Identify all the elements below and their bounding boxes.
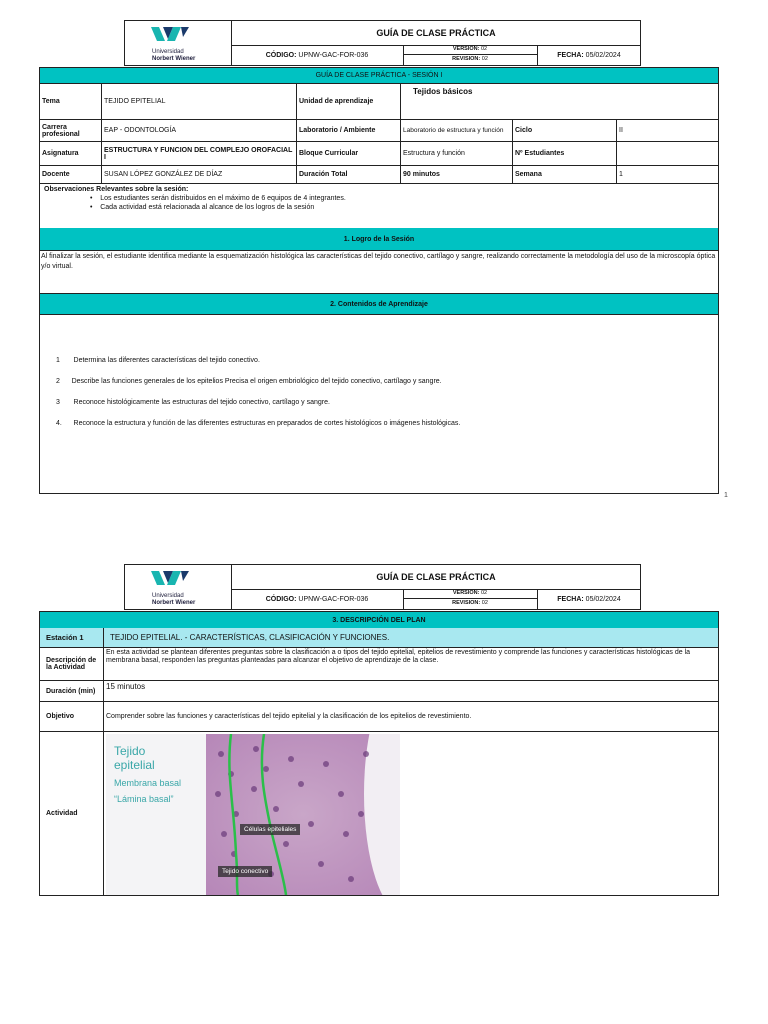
version-cell — [403, 589, 538, 609]
ciclo-label: Ciclo — [513, 120, 617, 142]
codigo-label: CÓDIGO: — [265, 595, 297, 603]
carrera-value: EAP - ODONTOLOGÍA — [102, 120, 297, 142]
university-line2: Norbert Wiener — [152, 55, 196, 62]
contenido-num: 3 — [56, 399, 60, 406]
contenido-text: Reconoce la estructura y función de las diferentes estructuras en preparados de cortes histológicos o imágenes histológicas. — [73, 420, 461, 427]
observaciones-item-2: Cada actividad está relacionada al alcance de los logros de la sesión — [100, 204, 315, 211]
estacion-value: TEJIDO EPITELIAL. - CARACTERÍSTICAS, CLASIFICACIÓN Y FUNCIONES. — [104, 628, 718, 648]
contenido-text: Describe las funciones generales de los epitelios Precisa el origen embriológico del tejido conectivo, cartílago y sangre. — [71, 378, 442, 385]
codigo-cell — [231, 589, 404, 609]
fecha-label: FECHA: — [557, 51, 584, 59]
version-value: 02 — [481, 46, 488, 52]
section-title: GUÍA DE CLASE PRÁCTICA - SESIÓN I — [315, 72, 443, 79]
revision-label: REVISION: — [452, 600, 481, 606]
contenido-item-1 — [56, 357, 260, 364]
codigo-value: UPNW-GAC-FOR-036 — [298, 51, 369, 59]
fecha-value: 05/02/2024 — [585, 51, 621, 59]
revision-value: 02 — [481, 56, 488, 62]
objetivo-label: Objetivo — [40, 702, 104, 732]
observaciones-item: • Cada actividad está relacionada al alcance de los logros de la sesión — [90, 204, 315, 211]
image-title-line1: Tejido — [114, 744, 146, 758]
descripcion-label: Descripción de la Actividad — [40, 648, 104, 681]
contenido-num: 4. — [56, 420, 62, 427]
codigo-label: CÓDIGO: — [265, 51, 297, 59]
unidad-value: Tejidos básicos — [401, 83, 718, 120]
version-cell — [403, 45, 538, 65]
observaciones-item-1: Los estudiantes serán distribuidos en el máximo de 6 equipos de 4 integrantes. — [100, 195, 346, 202]
header-box — [124, 20, 641, 66]
contenido-item-2 — [56, 378, 442, 385]
contenido-num: 2 — [56, 378, 60, 385]
observaciones-block — [40, 184, 718, 229]
page-number: 1 — [724, 492, 728, 499]
university-line1: Universidad — [152, 593, 184, 599]
actividad-label: Actividad — [40, 732, 104, 895]
revision-value: 02 — [481, 600, 488, 606]
logro-title: 1. Logro de la Sesión — [343, 235, 415, 243]
doc-title: GUÍA DE CLASE PRÁCTICA — [231, 565, 641, 590]
unidad-label: Unidad de aprendizaje — [297, 83, 401, 120]
logo — [125, 565, 232, 609]
logro-title-bar — [40, 228, 718, 251]
docente-label: Docente — [40, 166, 102, 184]
contenidos-title-bar — [40, 293, 718, 315]
contenido-text: Determina las diferentes características del tejido conectivo. — [73, 357, 260, 364]
version-label: VERSION: — [452, 590, 480, 596]
observaciones-item: • Los estudiantes serán distribuidos en el máximo de 6 equipos de 4 integrantes. — [90, 195, 346, 202]
contenido-text: Reconoce histológicamente las estructuras del tejido conectivo, cartílago y sangre. — [73, 399, 330, 406]
image-label-cells: Células epiteliales — [240, 824, 300, 835]
lab-value: Laboratorio de estructura y función — [401, 120, 513, 142]
doc-title: GUÍA DE CLASE PRÁCTICA — [231, 21, 641, 46]
fecha-value: 05/02/2024 — [585, 595, 621, 603]
ciclo-value: II — [617, 120, 718, 142]
codigo-cell — [231, 45, 404, 65]
fecha-cell — [537, 589, 641, 609]
duracion-value: 90 minutos — [401, 166, 513, 184]
asignatura-value: ESTRUCTURA Y FUNCION DEL COMPLEJO OROFACIAL I — [102, 142, 297, 166]
university-name — [152, 49, 195, 62]
contenido-item-4 — [56, 420, 460, 427]
plan-title: 3. DESCRIPCIÓN DEL PLAN — [332, 616, 426, 624]
tema-value: TEJIDO EPITELIAL — [102, 83, 297, 120]
semana-value: 1 — [617, 166, 718, 184]
contenido-item-3 — [56, 399, 330, 406]
duracion-min-label: Duración (min) — [40, 681, 104, 702]
estacion-label: Estación 1 — [40, 628, 104, 648]
section-title-bar — [40, 68, 718, 84]
contenido-num: 1 — [56, 357, 60, 364]
asignatura-label: Asignatura — [40, 142, 102, 166]
lab-label: Laboratorio / Ambiente — [297, 120, 401, 142]
university-logo-icon — [151, 25, 191, 43]
estudiantes-value — [617, 142, 718, 166]
image-sub2: “Lámina basal” — [114, 794, 174, 804]
codigo-value: UPNW-GAC-FOR-036 — [298, 595, 369, 603]
semana-label: Semana — [513, 166, 617, 184]
logo — [125, 21, 232, 65]
header-box — [124, 564, 641, 610]
university-logo-icon — [151, 569, 191, 587]
docente-value: SUSAN LÓPEZ GONZÁLEZ DE DÍAZ — [102, 166, 297, 184]
plan-title-bar — [40, 612, 718, 629]
university-name — [152, 593, 195, 606]
carrera-label: Carrera profesional — [40, 120, 102, 142]
estudiantes-label: Nº Estudiantes — [513, 142, 617, 166]
session-table — [39, 67, 719, 494]
observaciones-title: Observaciones Relevantes sobre la sesión: — [44, 186, 189, 193]
plan-table — [39, 611, 719, 896]
image-label-connective: Tejido conectivo — [218, 866, 272, 877]
fecha-label: FECHA: — [557, 595, 584, 603]
tema-label: Tema — [40, 83, 102, 120]
duracion-label: Duración Total — [297, 166, 401, 184]
objetivo-value: Comprender sobre las funciones y características del tejido epitelial y la clasificación de los epitelios de revestimiento. — [104, 702, 718, 732]
logro-text: Al finalizar la sesión, el estudiante identifica mediante la esquematización histológica las características del tejido conectivo, cartílago y sangre, realizando correctamente la metodología del uso de la microscopía óptica y/o virtual. — [41, 253, 716, 270]
university-line2: Norbert Wiener — [152, 599, 196, 606]
revision-label: REVISION: — [452, 56, 481, 62]
image-sub1: Membrana basal — [114, 778, 182, 788]
version-value: 02 — [481, 590, 488, 596]
version-label: VERSION: — [452, 46, 480, 52]
image-title-line2: epitelial — [114, 758, 155, 772]
bloque-label: Bloque Curricular — [297, 142, 401, 166]
fecha-cell — [537, 45, 641, 65]
histology-image — [106, 734, 400, 895]
descripcion-value: En esta actividad se plantean diferentes preguntas sobre la clasificación a o tipos del tejido epitelial, epitelios de revestimiento y comprende las funciones y características histológicas de la membrana basal, responden las preguntas planteadas para alcanzar el objetivo de aprendizaje de la clase. — [104, 648, 718, 681]
bloque-value: Estructura y función — [401, 142, 513, 166]
duracion-min-value: 15 minutos — [104, 681, 718, 702]
contenidos-title: 2. Contenidos de Aprendizaje — [330, 300, 428, 308]
university-line1: Universidad — [152, 49, 184, 55]
